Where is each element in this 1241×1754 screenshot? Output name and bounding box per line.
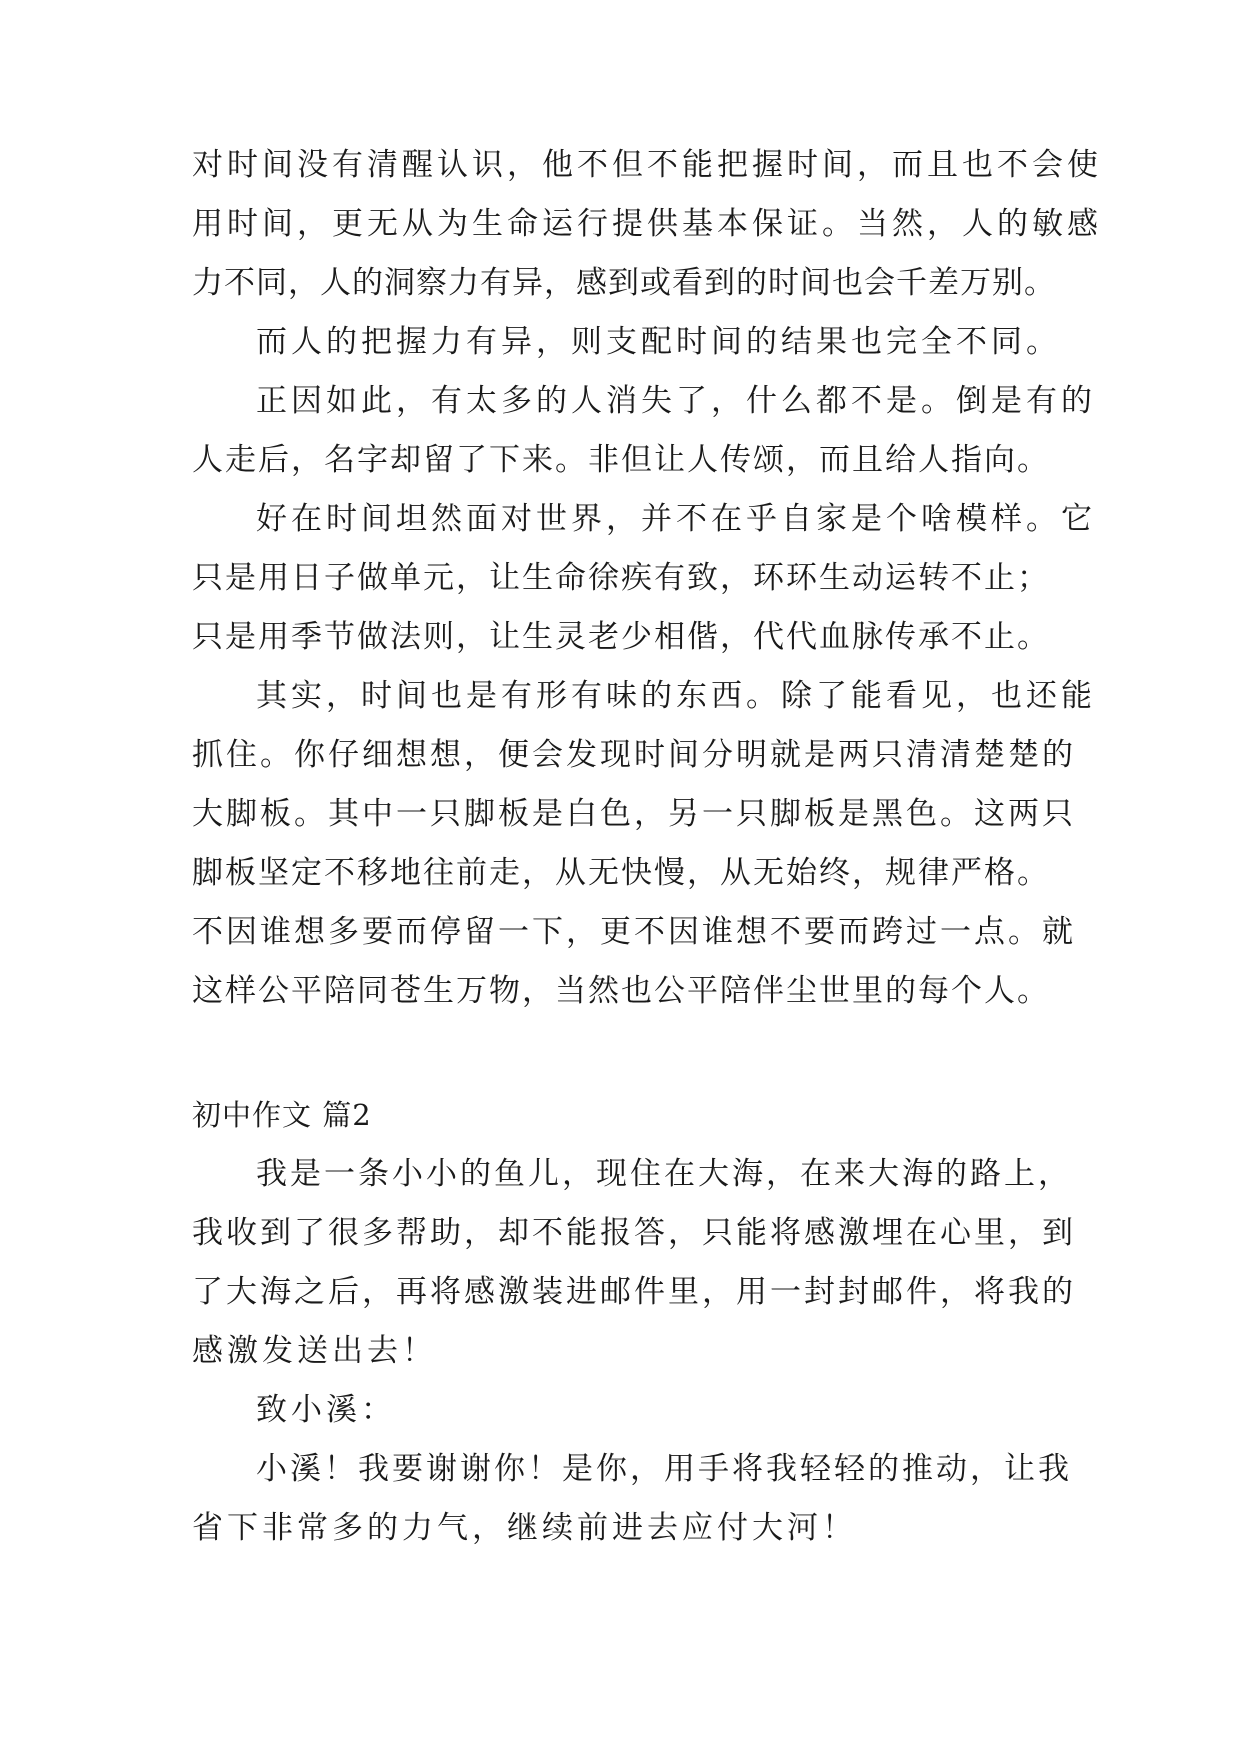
paragraph-line: 不因谁想多要而停留一下，更不因谁想不要而跨过一点。就 [192,914,1076,950]
paragraph-line: 省下非常多的力气，继续前进去应付大河！ [192,1510,857,1546]
paragraph-line: 人走后，名字却留了下来。非但让人传颂，而且给人指向。 [192,442,1050,478]
paragraph-line: 对时间没有清醒认识，他不但不能把握时间，而且也不会使 [192,147,1102,183]
paragraph-line: 只是用日子做单元，让生命徐疾有致，环环生动运转不止； [192,560,1050,596]
paragraph-line: 用时间，更无从为生命运行提供基本保证。当然，人的敏感 [192,206,1102,242]
paragraph-line: 正因如此，有太多的人消失了，什么都不是。倒是有的 [256,383,1096,419]
paragraph-line: 感激发送出去！ [192,1333,437,1369]
paragraph-line: 大脚板。其中一只脚板是白色，另一只脚板是黑色。这两只 [192,796,1076,832]
paragraph-line: 其实，时间也是有形有味的东西。除了能看见，也还能 [256,678,1096,714]
paragraph-line: 我收到了很多帮助，却不能报答，只能将感激埋在心里，到 [192,1215,1076,1251]
paragraph-line: 只是用季节做法则，让生灵老少相偕，代代血脉传承不止。 [192,619,1050,655]
paragraph-line: 脚板坚定不移地往前走，从无快慢，从无始终，规律严格。 [192,855,1050,891]
paragraph-line: 抓住。你仔细想想，便会发现时间分明就是两只清清楚楚的 [192,737,1076,773]
paragraph-line: 致小溪： [256,1392,396,1428]
paragraph-line: 这样公平陪同苍生万物，当然也公平陪伴尘世里的每个人。 [192,973,1050,1009]
essay-section-1 [192,136,1102,1021]
essay-section-2 [192,1086,1076,1558]
paragraph-line: 了大海之后，再将感激装进邮件里，用一封封邮件，将我的 [192,1274,1076,1310]
paragraph-line: 小溪！我要谢谢你！是你，用手将我轻轻的推动，让我 [256,1451,1072,1487]
paragraph-line: 力不同，人的洞察力有异，感到或看到的时间也会千差万别。 [192,265,1056,301]
section-heading: 初中作文 篇2 [192,1098,372,1132]
paragraph-line: 我是一条小小的鱼儿，现住在大海，在来大海的路上， [256,1156,1072,1192]
paragraph-line: 好在时间坦然面对世界，并不在乎自家是个啥模样。它 [256,501,1096,537]
paragraph-line: 而人的把握力有异，则支配时间的结果也完全不同。 [256,324,1061,360]
